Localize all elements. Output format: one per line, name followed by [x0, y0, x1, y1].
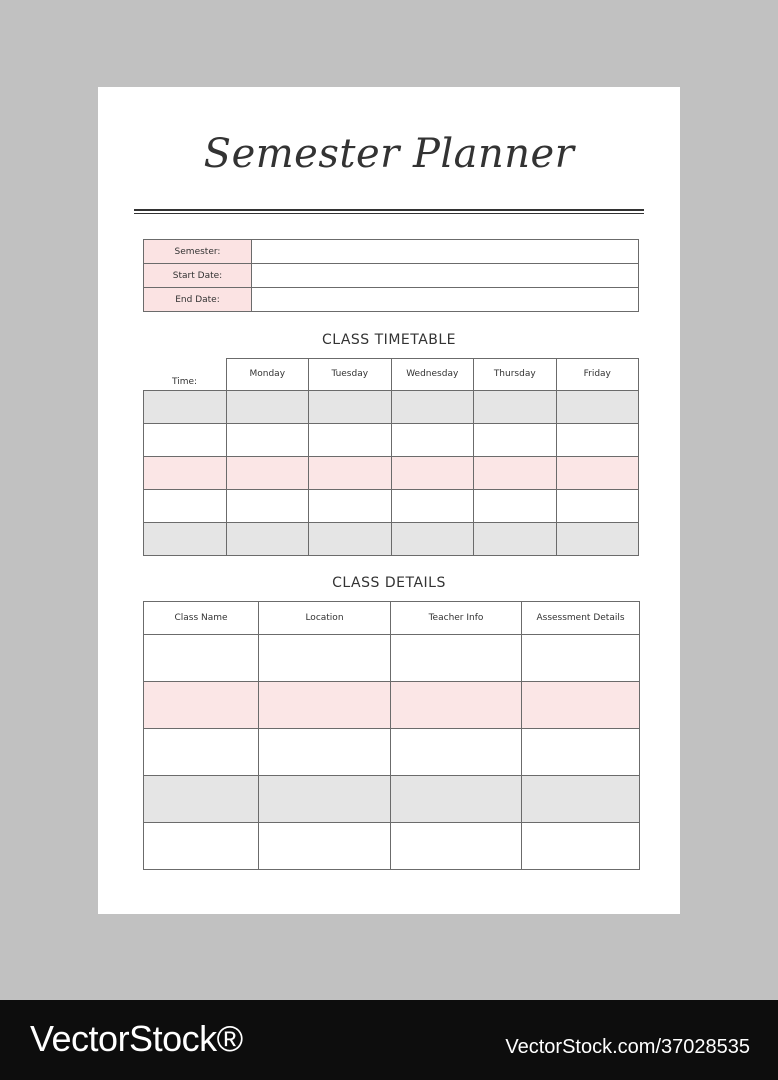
brand-logo: VectorStock®: [30, 1018, 243, 1059]
class-details-cell[interactable]: [522, 776, 640, 823]
timetable-cell[interactable]: [144, 423, 227, 456]
day-header-monday: Monday: [226, 359, 309, 391]
timetable-table: [143, 358, 639, 556]
class-details-cell[interactable]: [144, 823, 259, 870]
timetable-cell[interactable]: [474, 423, 557, 456]
timetable-cell[interactable]: [309, 489, 392, 522]
end-date-field[interactable]: [252, 288, 639, 312]
timetable-cell[interactable]: [226, 423, 309, 456]
class-name-header: Class Name: [144, 602, 259, 635]
timetable-header-row: [144, 359, 639, 391]
timetable-title: CLASS TIMETABLE: [321, 332, 457, 348]
class-details-cell[interactable]: [391, 776, 522, 823]
timetable-cell[interactable]: [309, 456, 392, 489]
info-row-start-date: [144, 264, 639, 288]
class-details-cell[interactable]: [522, 682, 640, 729]
day-header-friday: Friday: [556, 359, 639, 391]
timetable-cell[interactable]: [474, 489, 557, 522]
class-details-row: [144, 776, 640, 823]
timetable-cell[interactable]: [391, 522, 474, 555]
timetable-cell[interactable]: [391, 489, 474, 522]
timetable-cell[interactable]: [556, 456, 639, 489]
class-details-row: [144, 729, 640, 776]
timetable-cell[interactable]: [391, 390, 474, 423]
day-header-thursday: Thursday: [474, 359, 557, 391]
timetable-cell[interactable]: [556, 390, 639, 423]
timetable-cell[interactable]: [226, 456, 309, 489]
class-details-cell[interactable]: [259, 635, 391, 682]
title-rule-thick: [134, 209, 644, 211]
timetable-cell[interactable]: [144, 456, 227, 489]
timetable-row: [144, 456, 639, 489]
timetable-cell[interactable]: [556, 489, 639, 522]
class-details-row: [144, 823, 640, 870]
class-details-row: [144, 635, 640, 682]
class-details-cell[interactable]: [144, 635, 259, 682]
timetable-cell[interactable]: [474, 456, 557, 489]
class-details-cell[interactable]: [144, 776, 259, 823]
timetable-cell[interactable]: [309, 390, 392, 423]
timetable-cell[interactable]: [556, 522, 639, 555]
timetable-cell[interactable]: [226, 489, 309, 522]
class-details-cell[interactable]: [391, 823, 522, 870]
timetable-row: [144, 489, 639, 522]
timetable-cell[interactable]: [226, 390, 309, 423]
timetable-row: [144, 423, 639, 456]
timetable-cell[interactable]: [556, 423, 639, 456]
start-date-label: Start Date:: [144, 264, 252, 288]
timetable-cell[interactable]: [309, 423, 392, 456]
timetable-cell[interactable]: [144, 390, 227, 423]
watermark-footer: [0, 1000, 778, 1080]
location-header: Location: [259, 602, 391, 635]
assessment-details-header: Assessment Details: [522, 602, 640, 635]
class-details-title: CLASS DETAILS: [332, 575, 446, 591]
day-header-tuesday: Tuesday: [309, 359, 392, 391]
info-row-end-date: [144, 288, 639, 312]
class-details-cell[interactable]: [259, 682, 391, 729]
timetable-row: [144, 390, 639, 423]
teacher-info-header: Teacher Info: [391, 602, 522, 635]
class-details-cell[interactable]: [144, 682, 259, 729]
timetable-cell[interactable]: [391, 423, 474, 456]
class-details-cell[interactable]: [144, 729, 259, 776]
class-details-cell[interactable]: [522, 635, 640, 682]
class-details-cell[interactable]: [391, 729, 522, 776]
class-details-cell[interactable]: [259, 823, 391, 870]
planner-page: [98, 87, 680, 914]
class-details-table: [143, 601, 640, 870]
timetable-cell[interactable]: [309, 522, 392, 555]
class-details-cell[interactable]: [522, 729, 640, 776]
semester-field[interactable]: [252, 240, 639, 264]
start-date-field[interactable]: [252, 264, 639, 288]
class-details-cell[interactable]: [259, 729, 391, 776]
timetable-cell[interactable]: [391, 456, 474, 489]
timetable-cell[interactable]: [144, 522, 227, 555]
timetable-cell[interactable]: [144, 489, 227, 522]
image-id: VectorStock.com/37028535: [505, 1036, 750, 1058]
title-rule-thin: [134, 213, 644, 214]
end-date-label: End Date:: [144, 288, 252, 312]
class-details-cell[interactable]: [259, 776, 391, 823]
timetable-cell[interactable]: [226, 522, 309, 555]
class-details-row: [144, 682, 640, 729]
semester-label: Semester:: [144, 240, 252, 264]
semester-info-table: [143, 239, 639, 312]
timetable-row: [144, 522, 639, 555]
class-details-cell[interactable]: [391, 682, 522, 729]
page-title: Semester Planner: [203, 131, 575, 177]
day-header-wednesday: Wednesday: [391, 359, 474, 391]
class-details-cell[interactable]: [391, 635, 522, 682]
timetable-cell[interactable]: [474, 390, 557, 423]
time-header: Time:: [144, 359, 227, 391]
info-row-semester: [144, 240, 639, 264]
class-details-cell[interactable]: [522, 823, 640, 870]
class-details-header-row: [144, 602, 640, 635]
timetable-cell[interactable]: [474, 522, 557, 555]
